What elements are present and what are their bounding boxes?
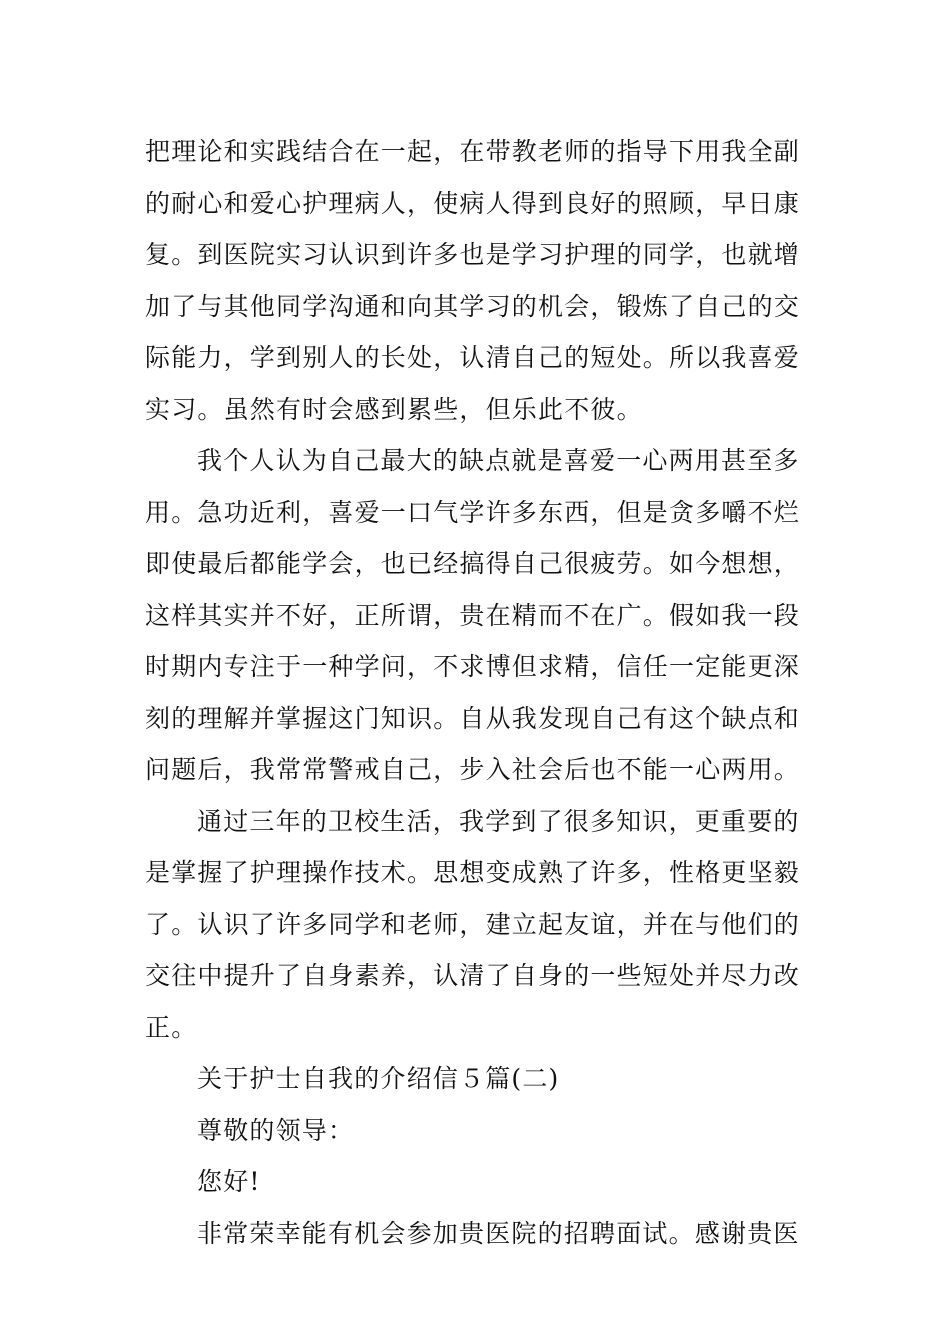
text-line: 实习。虽然有时会感到累些，但乐此不彼。 bbox=[145, 394, 643, 424]
text-line: 际能力，学到别人的长处，认清自己的短处。所以我喜爱 bbox=[145, 343, 801, 372]
text-line: 了。认识了许多同学和老师，建立起友谊，并在与他们的 bbox=[145, 909, 801, 939]
text-line: 即使最后都能学会，也已经搞得自己很疲劳。如今想想， bbox=[145, 549, 801, 578]
text-line: 把理论和实践结合在一起，在带教老师的指导下用我全副 bbox=[145, 137, 801, 166]
text-line: 复。到医院实习认识到许多也是学习护理的同学，也就增 bbox=[145, 240, 801, 269]
text-line: 刻的理解并掌握这门知识。自从我发现自己有这个缺点和 bbox=[145, 703, 801, 733]
text-line: 这样其实并不好，正所谓，贵在精而不在广。假如我一段 bbox=[145, 600, 801, 630]
text-line: 时期内专注于一种学问，不求博但求精，信任一定能更深 bbox=[145, 652, 801, 681]
paragraph-first-line: 我个人认为自己最大的缺点就是喜爱一心两用甚至多 bbox=[197, 446, 800, 475]
text-line: 正。 bbox=[145, 1012, 198, 1042]
text-line: 的耐心和爱心护理病人，使病人得到良好的照顾，早日康 bbox=[145, 188, 801, 218]
text-line: 交往中提升了自身素养，认清了自身的一些短处并尽力改 bbox=[145, 961, 801, 990]
paragraph-first-line: 通过三年的卫校生活，我学到了很多知识，更重要的 bbox=[197, 806, 800, 836]
greeting: 您好! bbox=[197, 1167, 261, 1196]
text-line: 加了与其他同学沟通和向其学习的机会，锻炼了自己的交 bbox=[145, 291, 801, 321]
paragraph-first-line: 非常荣幸能有机会参加贵医院的招聘面试。感谢贵医 bbox=[197, 1218, 800, 1248]
text-line: 用。急功近利，喜爱一口气学许多东西，但是贪多嚼不烂 bbox=[145, 497, 801, 527]
document-body bbox=[145, 126, 810, 1259]
text-line: 是掌握了护理操作技术。思想变成熟了许多，性格更坚毅 bbox=[145, 858, 801, 887]
salutation: 尊敬的领导： bbox=[197, 1115, 355, 1145]
section-heading: 关于护士自我的介绍信５篇(二) bbox=[197, 1064, 560, 1093]
text-line: 问题后，我常常警戒自己，步入社会后也不能一心两用。 bbox=[145, 755, 801, 784]
